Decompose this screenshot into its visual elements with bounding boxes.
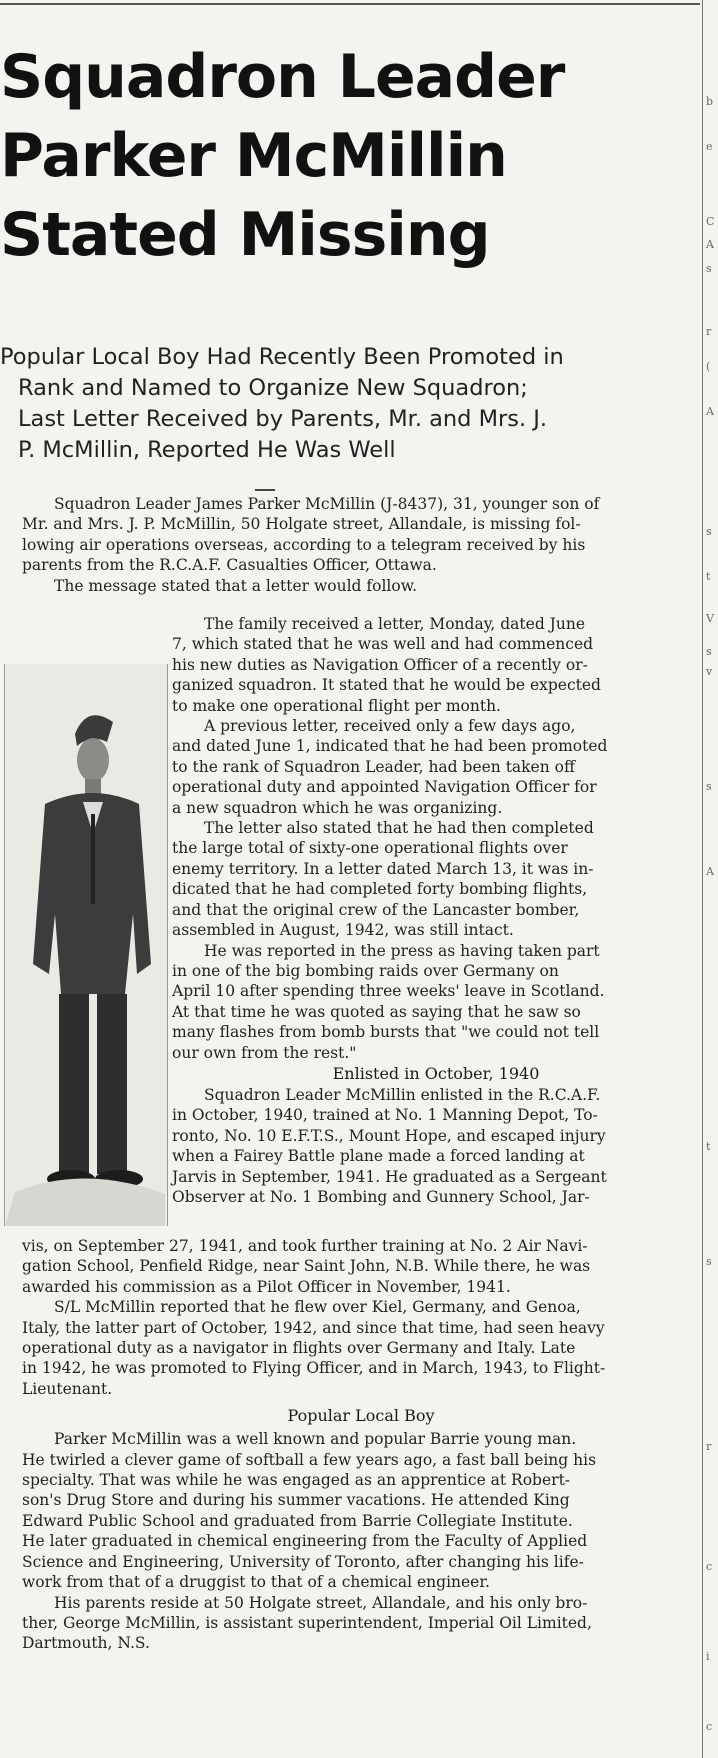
article-line: dicated that he had completed forty bombing flights, [172,880,588,899]
article-line: enemy territory. In a letter dated March 13, it was in- [172,859,594,878]
article-continuation [22,1236,700,1654]
portrait-photo [4,664,168,1226]
article-line: the large total of sixty-one operational flights over [172,839,568,858]
subheadline-deck [0,342,700,466]
article-line: to make one operational flight per month. [172,696,501,715]
article-line: and that the original crew of the Lancaster bomber, [172,900,580,919]
article-line: our own from the rest." [172,1043,357,1062]
article-line: S/L McMillin reported that he flew over Kiel, Germany, and Genoa, [54,1298,581,1317]
article-line: He twirled a clever game of softball a few years ago, a fast ball being his [22,1450,597,1469]
article-line: 7, which stated that he was well and had commenced [172,635,594,654]
edge-letter: v [706,665,713,678]
article-line: At that time he was quoted as saying that he saw so [172,1002,581,1021]
article-line: when a Fairey Battle plane made a forced landing at [172,1147,585,1166]
article-line: ronto, No. 10 E.F.T.S., Mount Hope, and escaped injury [172,1126,606,1145]
article-line: many flashes from bomb bursts that "we could not tell [172,1023,600,1042]
article-line: Italy, the latter part of October, 1942, and since that time, had seen heavy [22,1318,605,1337]
article-line: The letter also stated that he had then completed [204,819,594,838]
article-line: a new squadron which he was organizing. [172,798,503,817]
article-line: to the rank of Squadron Leader, had been taken off [172,757,575,776]
deck-line: Popular Local Boy Had Recently Been Promoted in [0,344,564,370]
article-line: vis, on September 27, 1941, and took further training at No. 2 Air Navi- [22,1237,588,1255]
edge-letter: V [706,612,714,625]
deck-line: P. McMillin, Reported He Was Well [18,437,396,463]
edge-letter: c [706,1560,713,1573]
article-line: specialty. That was while he was engaged as an apprentice at Robert- [22,1471,571,1490]
deck-line: Rank and Named to Organize New Squadron; [18,375,528,401]
edge-letter: s [706,262,712,275]
headline [0,38,700,275]
edge-letter: A [706,405,714,418]
edge-letter: i [706,1650,710,1663]
edge-letter: r [706,325,712,338]
article-line: Parker McMillin was a well known and popular Barrie young man. [54,1430,577,1449]
edge-letter: A [706,238,714,251]
headline-line: Squadron Leader [0,42,565,112]
article-line: Science and Engineering, University of Toronto, after changing his life- [22,1552,584,1571]
section-subhead: Popular Local Boy [287,1406,435,1426]
article-line: April 10 after spending three weeks' leave in Scotland. [172,982,605,1001]
section-subhead: Enlisted in October, 1940 [332,1063,540,1083]
article-line: Jarvis in September, 1941. He graduated as a Sergeant [172,1167,607,1186]
edge-letter: A [706,865,714,878]
article-line: Squadron Leader McMillin enlisted in the R.C.A.F. [204,1085,601,1104]
edge-letter: e [706,140,713,153]
edge-letter: s [706,645,712,658]
article-column-right [172,614,700,1207]
adjacent-column-fragment [706,0,718,1758]
article-intro [22,494,700,596]
article-line: operational duty and appointed Navigation Officer for [172,778,597,797]
article-line: and dated June 1, indicated that he had been promoted [172,737,608,756]
edge-letter: s [706,1255,712,1268]
column-rule [702,0,703,1758]
article-line: Mr. and Mrs. J. P. McMillin, 50 Holgate street, Allandale, is missing fol- [22,515,581,534]
article-line: son's Drug Store and during his summer vacations. He attended King [22,1491,570,1510]
edge-letter: ( [706,360,711,373]
article-line: A previous letter, received only a few days ago, [204,717,576,736]
article-line: Squadron Leader James Parker McMillin (J-8437), 31, younger son of [54,495,600,513]
edge-letter: t [706,570,711,583]
edge-letter: t [706,1140,711,1153]
edge-letter: C [706,215,715,228]
edge-letter: s [706,780,712,793]
article-line: work from that of a druggist to that of a chemical engineer. [22,1573,490,1592]
article-line: Edward Public School and graduated from Barrie Collegiate Institute. [22,1511,573,1530]
article-line: The message stated that a letter would follow. [54,576,418,595]
article-line: in 1942, he was promoted to Flying Officer, and in March, 1943, to Flight- [22,1359,606,1378]
article-line: He was reported in the press as having taken part [204,941,600,960]
article-line: The family received a letter, Monday, dated June [204,615,586,633]
deck-line: Last Letter Received by Parents, Mr. and Mrs. J. [18,406,548,432]
article-line: ther, George McMillin, is assistant superintendent, Imperial Oil Limited, [22,1613,592,1632]
headline-line: Parker McMillin [0,121,507,191]
edge-letter: r [706,1440,712,1453]
article-line: gation School, Penfield Ridge, near Saint John, N.B. While there, he was [22,1257,591,1276]
article-line: Observer at No. 1 Bombing and Gunnery School, Jar- [172,1187,590,1206]
article-line: in October, 1940, trained at No. 1 Manning Depot, To- [172,1106,598,1125]
article-line: assembled in August, 1942, was still intact. [172,921,514,940]
separator-dash [255,489,275,491]
article-line: He later graduated in chemical engineering from the Faculty of Applied [22,1532,588,1551]
article-line: lowing air operations overseas, according to a telegram received by his [22,535,586,554]
top-rule [0,3,700,5]
article-line: parents from the R.C.A.F. Casualties Officer, Ottawa. [22,556,437,575]
article-line: his new duties as Navigation Officer of a recently or- [172,655,588,674]
article-line: operational duty as a navigator in flights over Germany and Italy. Late [22,1339,576,1358]
article-line: awarded his commission as a Pilot Officer in November, 1941. [22,1277,511,1296]
edge-letter: c [706,1720,713,1733]
article-line: His parents reside at 50 Holgate street, Allandale, and his only bro- [54,1593,588,1612]
article-line: Lieutenant. [22,1379,113,1398]
edge-letter: s [706,525,712,538]
edge-letter: b [706,95,714,108]
article-line: Dartmouth, N.S. [22,1634,150,1653]
headline-line: Stated Missing [0,200,490,270]
article-line: ganized squadron. It stated that he would be expected [172,676,601,695]
article-line: in one of the big bombing raids over Germany on [172,961,559,980]
